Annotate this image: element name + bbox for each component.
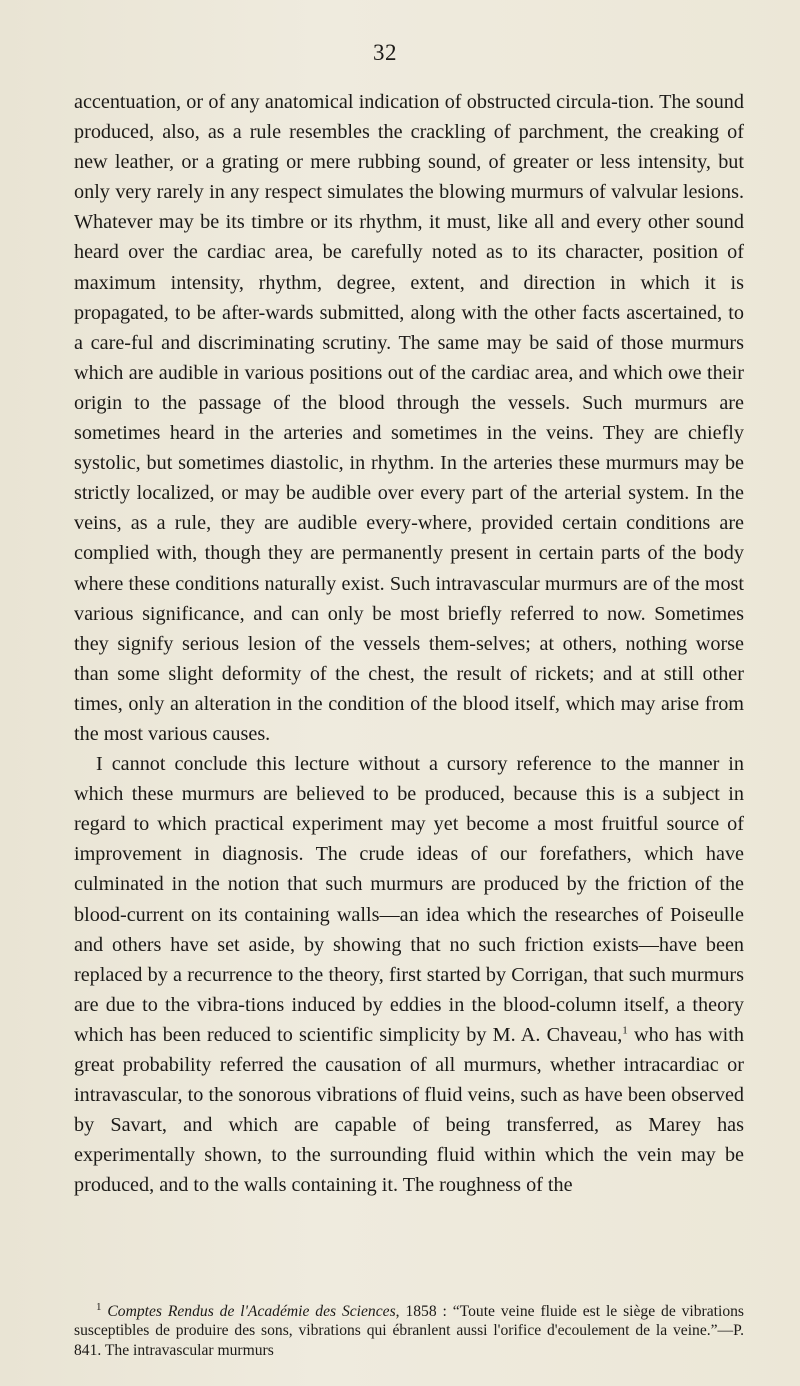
paragraph-2-text-b: who has with great probability referred the causation of all murmurs, whether intracardiac or intravascular, to the sonorous vibrations of fluid veins, such as have been observed by Savart, and which are capable of being transferred, as Marey has experimentally shown, to the surrounding fluid within which the vein may be produced, and to the walls containing it. The roughness of the (74, 1023, 744, 1197)
footnote-reference: 1 (622, 1024, 628, 1037)
footnote-1 (74, 1302, 744, 1360)
paragraph-1: accentuation, or of any anatomical indication of obstructed circula-tion. The sound produced, also, as a rule resembles the crackling of parchment, the creaking of new leather, or a grating or mere rubbing sound, of greater or less intensity, but only very rarely in any respect simulates the blowing murmurs of valvular lesions. Whatever may be its timbre or its rhythm, it must, like all and every other sound heard over the cardiac area, be carefully noted as to its character, position of maximum intensity, rhythm, degree, extent, and direction in which it is propagated, to be after-wards submitted, along with the other facts ascertained, to a care-ful and discriminating scrutiny. The same may be said of those murmurs which are audible in various positions out of the cardiac area, and which owe their origin to the passage of the blood through the vessels. Such murmurs are sometimes heard in the arteries and sometimes in the veins. They are chiefly systolic, but sometimes diastolic, in rhythm. In the arteries these murmurs may be strictly localized, or may be audible over every part of the arterial system. In the veins, as a rule, they are audible every-where, provided certain conditions are complied with, though they are permanently present in certain parts of the body where these conditions naturally exist. Such intravascular murmurs are of the most various significance, and can only be most briefly referred to now. Sometimes they signify serious lesion of the vessels them-selves; at others, nothing worse than some slight deformity of the chest, the result of rickets; and at still other times, only an alteration in the condition of the blood itself, which may arise from the most various causes. (74, 91, 744, 745)
page-number: 32 (373, 40, 397, 65)
footnote (74, 1302, 744, 1360)
paragraph-2-text-a: I cannot conclude this lecture without a cursory reference to the manner in which these murmurs are believed to be produced, because this is a subject in regard to which practical experiment may yet become a most fruitful source of improvement in diagnosis. The crude ideas of our forefathers, which have culminated in the notion that such murmurs are produced by the friction of the blood-current on its containing walls—an idea which the researches of Poiseulle and others have set aside, by showing that no such friction exists—have been replaced by a recurrence to the theory, first started by Corrigan, that such murmurs are due to the vibra-tions induced by eddies in the blood-column itself, a theory which has been reduced to scientific simplicity by M. A. Chaveau, (74, 753, 744, 1046)
main-text (74, 87, 744, 1200)
footnote-marker: 1 (96, 1300, 102, 1313)
footnote-source-title: Comptes Rendus de l'Académie des Sciences (107, 1303, 396, 1320)
paragraph-2 (74, 749, 744, 1200)
footnote-text: , 1858 : “Toute veine fluide est le siège de vibrations susceptibles de produire des sons, vibrations qui ébranlent aussi l'orifice d'ecoulement de la veine.”—P. 841. The intravascular murmurs (74, 1303, 744, 1359)
